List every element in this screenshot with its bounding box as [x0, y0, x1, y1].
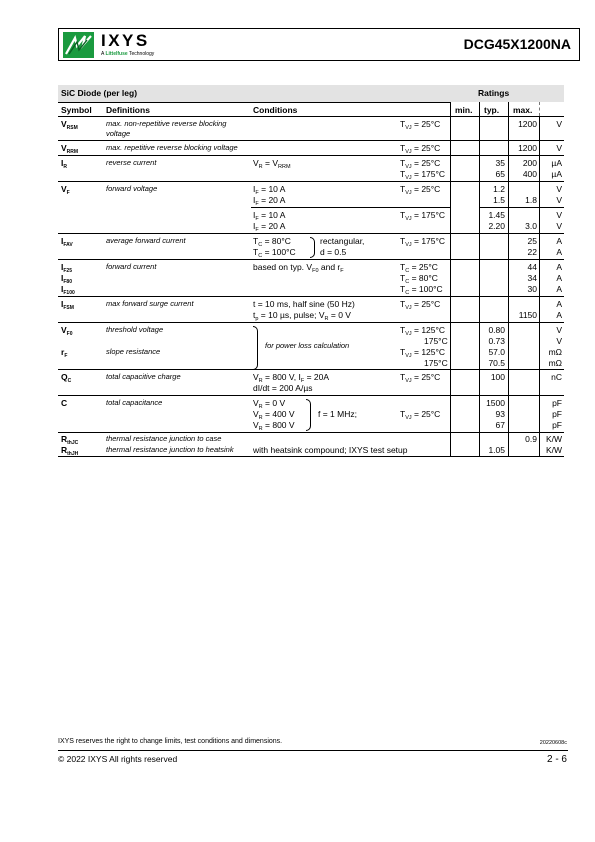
rule: [58, 432, 564, 433]
col-max: max.: [513, 105, 533, 115]
brace: [253, 326, 258, 370]
page-header: [58, 28, 580, 61]
rule: [58, 102, 450, 103]
rule: [58, 259, 564, 260]
section-title: SiC Diode (per leg): [61, 88, 138, 98]
rule: [58, 296, 564, 297]
rule: [58, 140, 564, 141]
document-code: 20220608c: [539, 740, 567, 746]
page-number: 2 - 6: [546, 754, 567, 765]
rule: [58, 155, 564, 156]
rule: [251, 207, 450, 208]
col-divider: [539, 116, 540, 456]
brand-tagline: A Littelfuse Technology: [101, 51, 155, 57]
ratings-label: Ratings: [478, 88, 510, 98]
part-number: DCG45X1200NA: [463, 36, 571, 52]
col-divider: [539, 102, 540, 116]
rule: [58, 369, 564, 370]
col-min: min.: [455, 105, 473, 115]
rule: [58, 116, 564, 117]
rule: [58, 233, 564, 234]
brand-name: IXYS: [101, 31, 150, 50]
rule: [58, 395, 564, 396]
col-symbol: Symbol: [61, 105, 92, 115]
rule: [58, 322, 564, 323]
footer-rule: [58, 750, 568, 751]
brace: [310, 237, 315, 258]
copyright: © 2022 IXYS All rights reserved: [58, 754, 178, 764]
col-conditions: Conditions: [253, 105, 298, 115]
disclaimer: IXYS reserves the right to change limits, test conditions and dimensions.: [58, 738, 283, 745]
col-typ: typ.: [484, 105, 500, 115]
brace: [306, 399, 311, 431]
rule: [58, 456, 564, 457]
rule: [479, 207, 564, 208]
rule: [58, 181, 564, 182]
ixys-logo-icon: [63, 32, 94, 58]
col-definitions: Definitions: [106, 105, 150, 115]
